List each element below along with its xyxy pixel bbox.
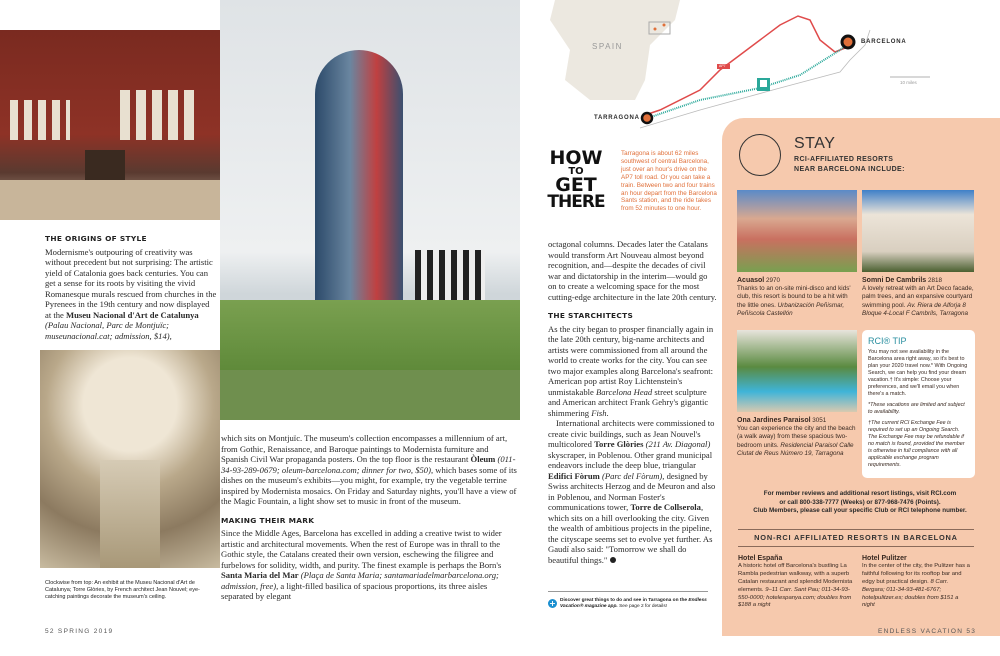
contact-line: For member reviews and additional resort listings, visit RCI.com <box>763 490 957 497</box>
making-mark-heading: MAKING THEIR MARK <box>221 515 315 525</box>
resort-name: Ona Jardines Paraisol <box>737 417 811 424</box>
folio-left: 52 SPRING 2019 <box>45 628 114 635</box>
app-plus-icon[interactable]: + <box>549 599 556 608</box>
body-text: octagonal columns. Decades later the Catalans would transform Art Nouveau almost beyond recognition, and—despite the decades of civil war and dictatorship in the interim—would go on to create a welcoming space for the most cutting-edge architecture in the late 20th century. <box>548 239 717 302</box>
building-info: (211 Av. Diagonal) <box>643 439 711 449</box>
barcelona-label: BARCELONA <box>861 39 907 45</box>
divider <box>738 529 974 530</box>
stay-subtitle <box>794 155 905 174</box>
resort-name: Acuasol <box>737 277 765 284</box>
church-name: Santa Maria del Mar <box>221 570 299 580</box>
body-text: skyscraper, in Poblenou. Other grand municipal endeavors include the deep blue, triangular <box>548 449 713 470</box>
subtitle-line: RCI-AFFILIATED RESORTS <box>794 156 894 163</box>
church-info: (Plaça de Santa Maria; santamariadelmarbarcelona.org; admission, free) <box>221 570 499 591</box>
map-graphic <box>540 0 1000 130</box>
logo-word: TO <box>568 166 584 177</box>
museum-exhibit-photo <box>0 30 220 220</box>
origins-text: Modernisme's outpouring of creativity was without precedent but not surprising: The artistic yield of Catalonia goes back centuries. You can get a sense for its roots by visiting the vivid Romanesque murals rescued from churches in the Pyrenees in the 19th century and now displayed at the <box>45 246 217 320</box>
logo-word: THERE <box>547 192 605 212</box>
artwork: Barcelona Head <box>595 386 653 397</box>
resort-address: Urbanización Peñismar, Peñíscola Castellón <box>737 301 845 317</box>
hotel-desc: In the center of the city, the Pulitzer has a faithful following for its rooftop bar and edgy but practical design. <box>862 562 970 585</box>
divider <box>738 546 974 547</box>
resort-acuasol <box>737 277 857 318</box>
body-text: , which sits on a hill overlooking the city. Given the wealth of ambitious projects in the pipeline, the cityscape seems set to evolve yet further. As Gaudí also said: "Tomorrow we shall do beautiful things." <box>548 502 713 565</box>
scale-label: 10 miles <box>900 80 917 85</box>
tip-text: You may not see availability in the Barcelona area right away, so it's best to plan your 2020 travel now.* With Ongoing Search, we can help you find your dream vacation.† It's simple: Choose your preferences, and we'll email you when there's a match. <box>868 349 968 397</box>
middle-column <box>221 433 517 602</box>
restaurant-info: (011-34-93-289-0679; oleum-barcelona.com; dinner for two, $50) <box>221 454 516 475</box>
resort-address: Residencial Paraisol Calle Ciutat de Reus Número 19, Tarragona <box>737 441 854 457</box>
contact-info <box>735 490 985 516</box>
tarragona-label: TARRAGONA <box>594 115 640 121</box>
divider <box>548 591 708 592</box>
road-label: AP7 <box>719 64 726 68</box>
hotel-address: 8 Carr. Bergara; 011-34-93-481-6767; hotelpulitzer.es; doubles from $151 a night <box>862 578 959 609</box>
ona-photo <box>737 330 857 412</box>
hotel-desc: A historic hotel off Barcelona's bustling La Rambla pedestrian walkway, with a superb Catalan restaurant and splendid Modernista elements. <box>738 562 853 593</box>
logo-word: HOW <box>549 147 603 169</box>
hotel-name: Hotel Pulitzer <box>862 555 907 562</box>
building: Torre de Collserola <box>630 502 701 512</box>
body-text: International architects were commissioned to create civic buildings, such as Jean Nouvel's multicolored <box>548 418 715 449</box>
coast-line <box>640 30 870 128</box>
torre-glories-photo <box>220 0 520 420</box>
non-rci-heading: NON-RCI AFFILIATED RESORTS IN BARCELONA <box>754 533 958 542</box>
tip-title: RCI® TIP <box>868 336 907 346</box>
app-note: See page 2 for details! <box>617 604 668 610</box>
folio-right: ENDLESS VACATION 53 <box>878 628 977 635</box>
barcelona-marker <box>842 36 854 48</box>
museum-ceiling-photo <box>40 350 220 568</box>
starchitects-heading: THE STARCHITECTS <box>548 311 634 320</box>
end-mark-icon <box>610 557 616 563</box>
tip-note: †The current RCI Exchange Fee is required to set up an Ongoing Search. The Exchange Fee may be refundable if no match is found, provided the member is otherwise in full compliance with all applicable exchange program requirements. <box>868 420 965 468</box>
building: Edifici Fòrum <box>548 470 600 481</box>
body-text: . <box>606 407 609 418</box>
tarragona-marker <box>642 113 652 123</box>
contact-line: or call 800-338-7777 (Weeks) or 877-968-7476 (Points). <box>779 498 941 506</box>
how-to-text: Tarragona is about 62 miles southwest of central Barcelona, just over an hour's drive on the AP7 toll road. Or you can take a train. Between two and four trains an hour depart from the Barcelona Sants station, and the ride takes from 52 minutes to one hour. <box>621 150 717 213</box>
restaurant-name: Òleum <box>470 454 496 464</box>
resort-code: 3051 <box>812 417 827 424</box>
how-to-get-there-logo <box>540 147 612 212</box>
body-text: As the city began to prosper financially again in the late 20th century, big-name architects and artists were commissioned from all around the world to create works for the city. You can see two major examples along Barcelona's seafront: American pop artist Roy Lichtenstein's unmistakable <box>548 323 714 397</box>
museum-name: Museu Nacional d'Art de Catalunya <box>66 309 199 320</box>
rail-line <box>648 44 848 118</box>
right-column <box>548 239 718 565</box>
globe-icon <box>739 134 781 176</box>
hotel-espana <box>738 555 853 610</box>
origins-section <box>45 230 217 341</box>
body-text: Since the Middle Ages, Barcelona has excelled in adding a creative twist to wider artistic and architectural movements. When the rest of Europe was in thrall to the Gothic style, the Catalans created their own version, eschewing the filigree and furbelows for solidity, width, and purity. The finest example is perhaps the Born's <box>221 528 502 570</box>
app-promo <box>560 598 710 611</box>
body-text: street sculpture and American architect Frank Gehry's gigantic shimmering <box>548 386 709 418</box>
photo-caption: Clockwise from top: An exhibit at the Museu Nacional d'Art de Catalunya; Torre Glòries, by French architect Jean Nouvel; eye-catching paintings decorate the museum's ceiling. <box>45 580 200 601</box>
resort-desc: Thanks to an on-site mini-disco and kids' club, this resort is bound to be a hit with the little ones. <box>737 285 851 309</box>
building: Torre Glòries <box>594 439 644 449</box>
stay-title: STAY <box>794 135 836 152</box>
hotel-pulitzer <box>862 555 972 610</box>
body-text: , designed by Swiss architects Herzog and de Meuron and also in Poblenou, and Norman Foster's communications tower, <box>548 470 716 512</box>
body-text: , which bases some of its dishes on the museum's exhibits—you might, for example, try the vegetable terrine inspired by Modernista mosaics. On Friday and Saturday nights, you'll have a view of the Magic Fountain, a light show set to music in front of the museum. <box>221 464 517 506</box>
body-text: which sits on Montjuïc. The museum's collection encompasses a millennium of art, from Gothic, Renaissance, and Baroque paintings to Modernista furniture and Spanish Civil War propaganda posters. On the top floor is the restaurant <box>221 433 508 464</box>
subtitle-line: NEAR BARCELONA INCLUDE: <box>794 165 905 173</box>
logo-word: GET <box>555 174 597 196</box>
resort-desc: A lovely retreat with an Art Deco facade, palm trees, and an expansive courtyard swimming pool. <box>862 285 974 309</box>
tip-note: *These vacations are limited and subject to availability. <box>868 402 965 415</box>
route-map <box>540 0 1000 130</box>
body-text: , a light-filled basilica of spacious proportions, its three aisles separated by elegant <box>221 580 488 601</box>
country-label: SPAIN <box>592 42 623 51</box>
hotel-address: 9–11 Carr. Sant Pau; 011-34-93-550-0000; hotelespanya.com; doubles from $188 a night <box>738 586 852 609</box>
building-info: (Parc del Fòrum) <box>599 470 663 481</box>
artwork: Fish <box>591 407 607 418</box>
hotel-name: Hotel España <box>738 555 783 562</box>
resort-code: 2818 <box>927 277 942 284</box>
contact-line: Club Members, please call your specific Club or RCI telephone number. <box>753 507 967 515</box>
somni-photo <box>862 190 974 272</box>
resort-code: 2970 <box>765 277 780 284</box>
rci-tip-box <box>862 330 975 478</box>
resort-address: Av. Riera de Alforja 8 Bloque 4-Local F Cambrils, Tarragona <box>862 301 969 317</box>
origins-heading: THE ORIGINS OF STYLE <box>45 234 147 243</box>
museum-info: (Palau Nacional, Parc de Montjuïc; museunacional.cat; admission, $14), <box>45 320 172 341</box>
resort-ona <box>737 417 857 458</box>
app-name: Endless Vacation® magazine app. <box>560 598 707 610</box>
resort-name: Somni De Cambrils <box>862 277 927 284</box>
acuasol-photo <box>737 190 857 272</box>
resort-somni <box>862 277 977 318</box>
app-promo-text: Discover great things to do and see in Tarragona on the <box>560 598 689 603</box>
resort-desc: You can experience the city and the beach (a walk away) from these spacious two-bedroom units. <box>737 425 856 449</box>
